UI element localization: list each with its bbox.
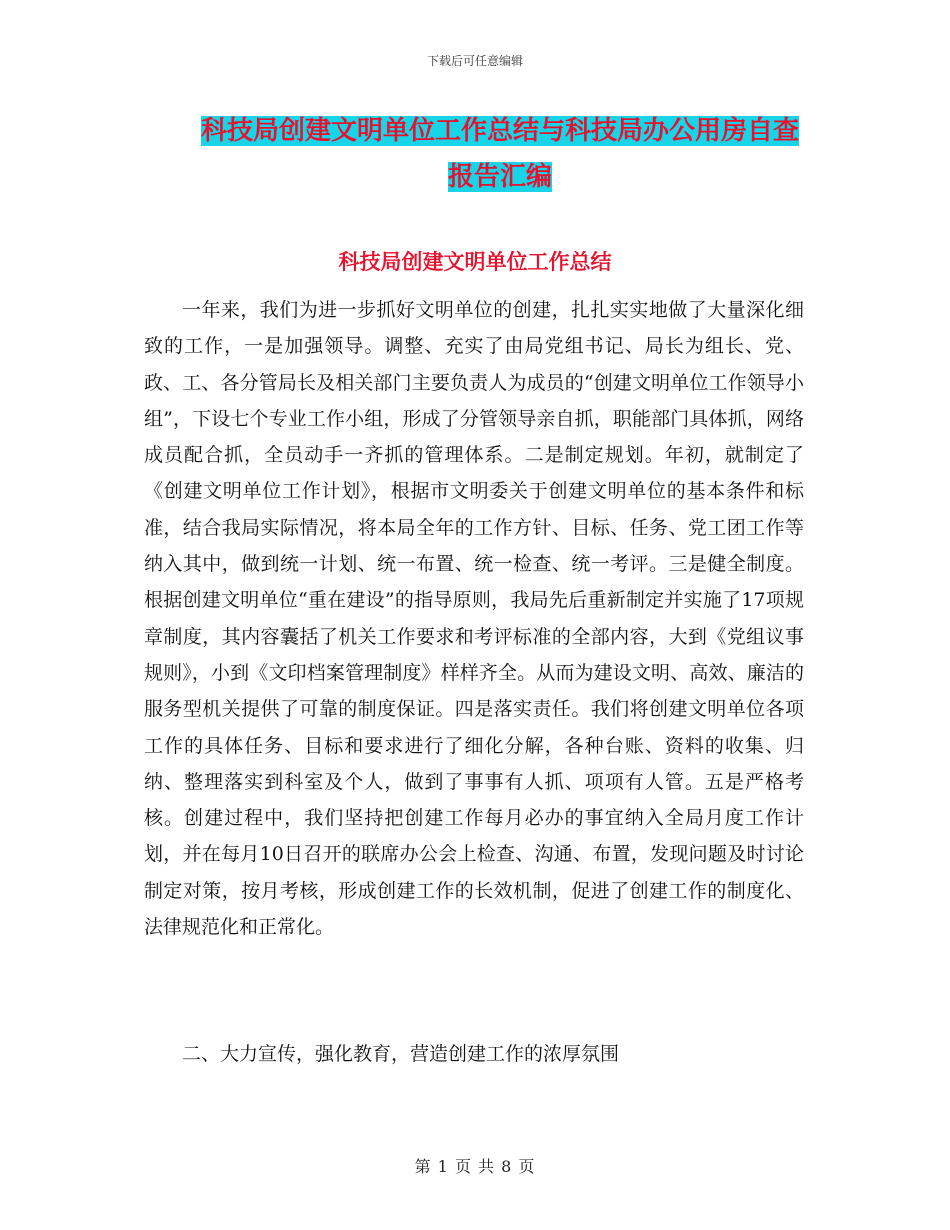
header-note: 下载后可任意编辑 bbox=[426, 54, 523, 68]
subheading: 二、大力宣传，强化教育，营造创建工作的浓厚氛围 bbox=[182, 1043, 620, 1065]
section-title: 科技局创建文明单位工作总结 bbox=[338, 250, 612, 274]
page-footer: 第 1 页 共 8 页 bbox=[414, 1157, 536, 1176]
document-title bbox=[190, 108, 810, 200]
body-paragraph: 一年来，我们为进一步抓好文明单位的创建，扎扎实实地做了大量深化细致的工作，一是加强领导。调整、充实了由局党组书记、局长为组长、党、政、工、各分管局长及相关部门主要负责人为成员的“创建文明单位工作领导小组”，下设七个专业工作小组，形成了分管领导亲自抓，职能部门具体抓，网络成员配合抓，全员动手一齐抓的管理体系。二是制定规划。年初，就制定了《创建文明单位工作计划》，根据市文明委关于创建文明单位的基本条件和标准，结合我局实际情况，将本局全年的工作方针、目标、任务、党工团工作等纳入其中，做到统一计划、统一布置、统一检查、统一考评。三是健全制度。根据创建文明单位“重在建设”的指导原则，我局先后重新制定并实施了17项规章制度，其内容囊括了机关工作要求和考评标准的全部内容，大到《党组议事规则》，小到《文印档案管理制度》样样齐全。从而为建设文明、高效、廉洁的服务型机关提供了可靠的制度保证。四是落实责任。我们将创建文明单位各项工作的具体任务、目标和要求进行了细化分解，各种台账、资料的收集、归纳、整理落实到科室及个人，做到了事事有人抓、项项有人管。五是严格考核。创建过程中，我们坚持把创建工作每月必办的事宜纳入全局月度工作计划，并在每月10日召开的联席办公会上检查、沟通、布置，发现问题及时讨论制定对策，按月考核，形成创建工作的长效机制，促进了创建工作的制度化、法律规范化和正常化。 bbox=[144, 299, 804, 939]
document-title-text: 科技局创建文明单位工作总结与科技局办公用房自查报告汇编 bbox=[200, 116, 799, 192]
